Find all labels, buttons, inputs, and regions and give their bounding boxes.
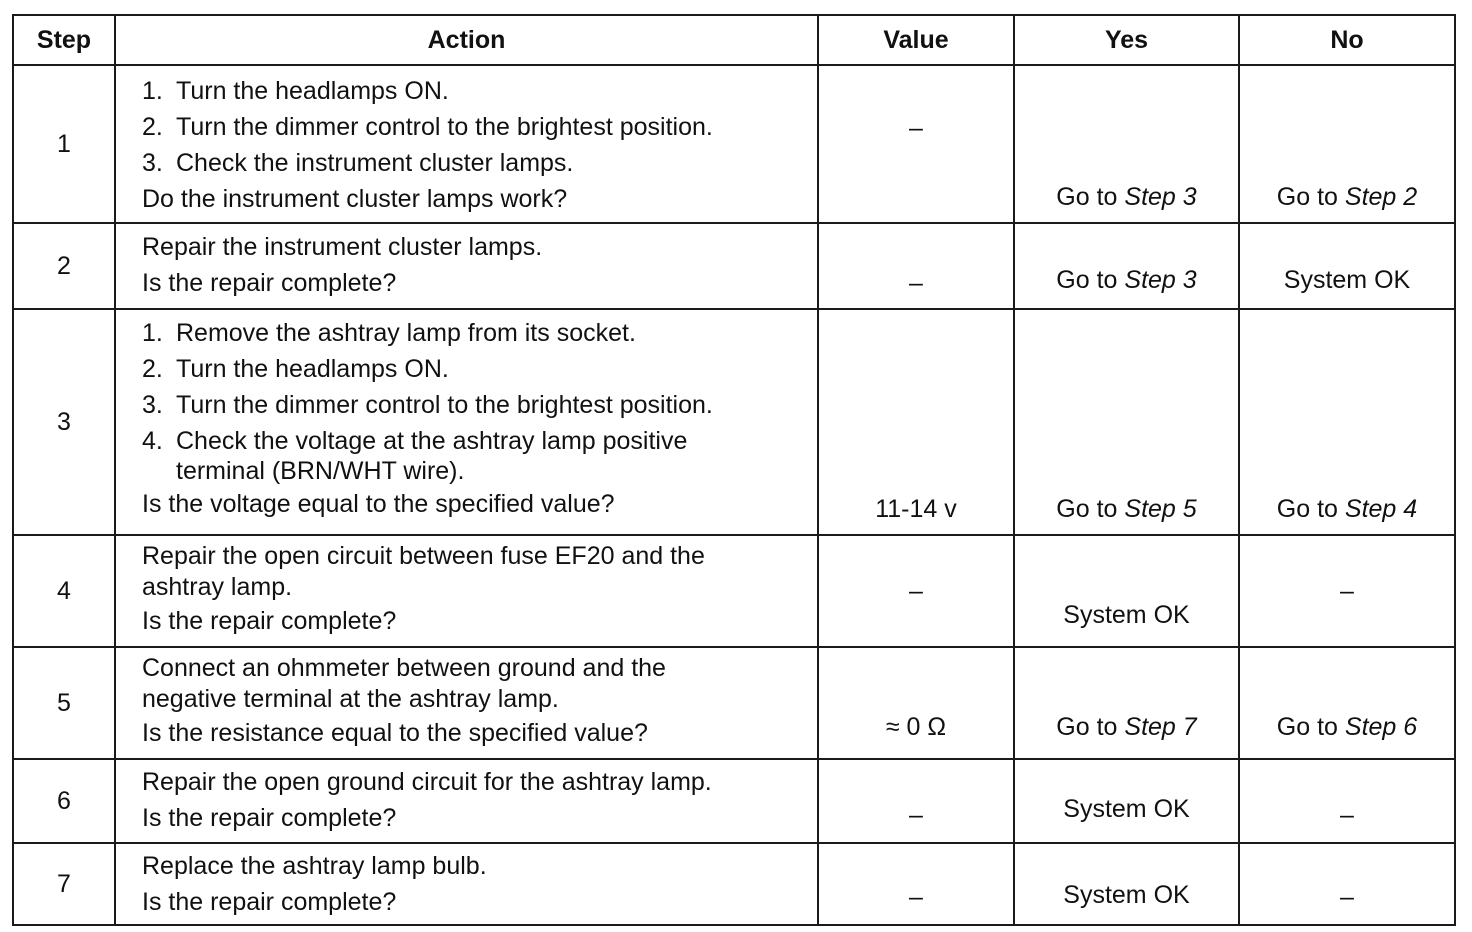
- yes-step-link: Step 5: [1124, 495, 1197, 523]
- item-number: 3.: [142, 149, 163, 177]
- step-number: 4: [13, 535, 115, 647]
- yes-cell: [1014, 65, 1239, 223]
- yes-cell: System OK: [1014, 843, 1239, 925]
- item-number: 2.: [142, 113, 163, 141]
- no-cell: –: [1239, 759, 1455, 843]
- action-line: Connect an ohmmeter between ground and the: [142, 654, 666, 682]
- yes-step-link: Step 3: [1124, 183, 1197, 211]
- action-line: negative terminal at the ashtray lamp.: [142, 685, 559, 713]
- action-line: Repair the open ground circuit for the ashtray lamp.: [142, 768, 712, 796]
- action-line: Repair the open circuit between fuse EF20 and the: [142, 542, 705, 570]
- step-number: 5: [13, 647, 115, 759]
- item-number: 1.: [142, 77, 163, 105]
- step-number: 1: [13, 65, 115, 223]
- table-row: [13, 65, 1455, 223]
- action-item: [142, 351, 807, 387]
- no-cell: –: [1239, 843, 1455, 925]
- no-cell: System OK: [1239, 223, 1455, 309]
- header-row: [13, 15, 1455, 65]
- yes-prefix: Go to: [1056, 495, 1118, 523]
- action-cell: [115, 309, 818, 535]
- table-row: [13, 309, 1455, 535]
- yes-cell: [1014, 309, 1239, 535]
- item-number: 3.: [142, 391, 163, 419]
- yes-cell: System OK: [1014, 535, 1239, 647]
- no-prefix: Go to: [1276, 183, 1338, 211]
- item-text: Turn the dimmer control to the brightest position.: [176, 391, 713, 419]
- item-number: 4.: [142, 427, 163, 455]
- no-prefix: Go to: [1276, 713, 1338, 741]
- table-row: [13, 647, 1455, 759]
- value-cell: –: [818, 535, 1014, 647]
- value-cell: ≈ 0 Ω: [818, 647, 1014, 759]
- header-step: Step: [13, 15, 115, 65]
- step-number: 6: [13, 759, 115, 843]
- yes-cell: [1014, 647, 1239, 759]
- action-cell: [115, 647, 818, 759]
- action-item: [142, 73, 807, 109]
- action-cell: [115, 535, 818, 647]
- table-row: [13, 843, 1455, 925]
- action-question: Is the repair complete?: [142, 888, 397, 916]
- action-cell: [115, 759, 818, 843]
- action-question: Is the repair complete?: [142, 607, 397, 635]
- action-cell: [115, 223, 818, 309]
- step-number: 7: [13, 843, 115, 925]
- action-line: Replace the ashtray lamp bulb.: [142, 852, 487, 880]
- item-number: 2.: [142, 355, 163, 383]
- header-action: Action: [115, 15, 818, 65]
- action-question: Is the voltage equal to the specified value?: [142, 490, 615, 518]
- action-line: ashtray lamp.: [142, 573, 293, 601]
- table-row: [13, 535, 1455, 647]
- diagnostic-table: [12, 14, 1456, 926]
- yes-prefix: Go to: [1056, 265, 1118, 294]
- item-number: 1.: [142, 319, 163, 347]
- action-item: [142, 387, 807, 423]
- item-text: Turn the headlamps ON.: [176, 355, 449, 383]
- no-cell: [1239, 647, 1455, 759]
- no-cell: [1239, 65, 1455, 223]
- table-row: [13, 759, 1455, 843]
- action-question: Is the repair complete?: [142, 804, 397, 832]
- no-cell: [1239, 309, 1455, 535]
- item-text: Check the voltage at the ashtray lamp positive terminal (BRN/WHT wire).: [176, 427, 688, 485]
- yes-prefix: Go to: [1056, 183, 1118, 211]
- value-cell: –: [818, 759, 1014, 843]
- value-cell: –: [818, 65, 1014, 223]
- action-item: [142, 145, 807, 181]
- no-prefix: Go to: [1276, 495, 1338, 523]
- action-question: Do the instrument cluster lamps work?: [142, 185, 568, 213]
- diagnostic-table-container: [12, 14, 1454, 926]
- action-question: Is the resistance equal to the specified value?: [142, 719, 648, 747]
- step-number: 2: [13, 223, 115, 309]
- item-text: Remove the ashtray lamp from its socket.: [176, 319, 636, 347]
- item-text: Turn the dimmer control to the brightest position.: [176, 113, 713, 141]
- value-cell: –: [818, 223, 1014, 309]
- action-item: [142, 315, 807, 351]
- no-step-link: Step 2: [1344, 183, 1418, 211]
- action-cell: [115, 843, 818, 925]
- item-text: Check the instrument cluster lamps.: [176, 149, 574, 177]
- table-row: [13, 223, 1455, 309]
- action-question: Is the repair complete?: [142, 269, 397, 297]
- action-item: [142, 109, 807, 145]
- header-value: Value: [818, 15, 1014, 65]
- action-cell: [115, 65, 818, 223]
- action-line: Repair the instrument cluster lamps.: [142, 233, 543, 261]
- yes-step-link: Step 7: [1124, 713, 1197, 741]
- yes-step-link: Step 3: [1124, 265, 1197, 294]
- header-no: No: [1239, 15, 1455, 65]
- value-cell: –: [818, 843, 1014, 925]
- action-item: [142, 423, 807, 486]
- value-cell: 11-14 v: [818, 309, 1014, 535]
- step-number: 3: [13, 309, 115, 535]
- yes-cell: [1014, 223, 1239, 309]
- no-cell: –: [1239, 535, 1455, 647]
- yes-cell: System OK: [1014, 759, 1239, 843]
- item-text: Turn the headlamps ON.: [176, 77, 449, 105]
- no-step-link: Step 4: [1344, 495, 1418, 523]
- yes-prefix: Go to: [1056, 713, 1118, 741]
- no-step-link: Step 6: [1344, 713, 1418, 741]
- header-yes: Yes: [1014, 15, 1239, 65]
